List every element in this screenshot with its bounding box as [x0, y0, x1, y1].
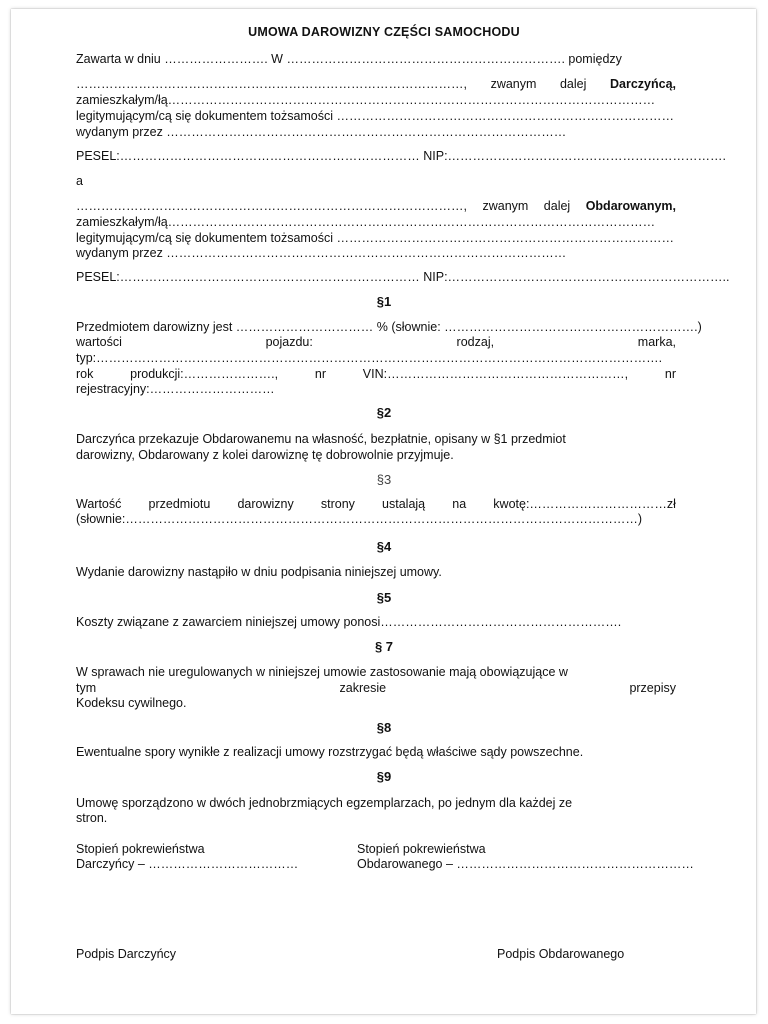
recipient-name-blank: …………………………………………………………………………………, — [76, 199, 467, 213]
document-title: UMOWA DAROWIZNY CZĘŚCI SAMOCHODU — [248, 25, 520, 39]
donor-name-line — [76, 77, 676, 92]
donor-name-blank: …………………………………………………………………………………, — [76, 77, 467, 91]
called-word: zwanym — [490, 77, 537, 91]
recipient-id-line: legitymującym/cą się dokumentem tożsamości ……………………………………………………………………… — [76, 231, 675, 245]
s7-word: przepisy — [629, 681, 676, 695]
donor-issued-line: wydanym przez …………………………………………………………………………………… — [76, 125, 567, 139]
s3-word: przedmiotu — [148, 497, 211, 511]
kinship-right-value: Obdarowanego – ………………………………………………… — [357, 857, 694, 871]
s3-word: na — [452, 497, 467, 511]
s7-word: tym — [76, 681, 97, 695]
section-9-heading: §9 — [376, 769, 392, 784]
kinship-left-label: Stopień pokrewieństwa — [76, 842, 205, 856]
s1-word: wartości — [76, 335, 122, 349]
section-7-heading: § 7 — [374, 639, 394, 654]
kinship-left-value: Darczyńcy – ……………………………… — [76, 857, 299, 871]
recipient-address-line: zamieszkałym/łą……………………………………………………………………………………………………… — [76, 215, 656, 229]
s1-word: nr — [664, 367, 676, 381]
donor-role: Darczyńcą, — [609, 77, 676, 91]
s1-word: marka, — [637, 335, 676, 349]
donor-address-line: zamieszkałym/łą……………………………………………………………………………………………………… — [76, 93, 656, 107]
s1-vehicle-line — [76, 335, 676, 350]
recipient-issued-line: wydanym przez …………………………………………………………………………………… — [76, 246, 567, 260]
s9-line-1: Umowę sporządzono w dwóch jednobrzmiących egzemplarzach, po jednym dla każdej ze — [76, 796, 573, 810]
recipient-role: Obdarowanym, — [585, 199, 676, 213]
donor-pesel-nip-line: PESEL:……………………………………………………………… NIP:…………………………………………………………. — [76, 149, 727, 163]
s3-word: darowizny — [237, 497, 294, 511]
donor-signature-label: Podpis Darczyńcy — [76, 947, 177, 961]
section-3-heading: §3 — [376, 472, 392, 487]
s1-word: nr — [314, 367, 327, 381]
s5-line-1: Koszty związane z zawarciem niniejszej umowy ponosi…………………………………………………. — [76, 615, 622, 629]
s4-line-1: Wydanie darowizny nastąpiło w dniu podpisania niniejszej umowy. — [76, 565, 442, 579]
s3-word: kwotę:……………………………zł — [493, 497, 676, 511]
further-word: dalej — [559, 77, 587, 91]
s1-year-vin-line — [76, 367, 676, 382]
s3-in-words-line: (słownie:……………………………………………………………………………………………………………) — [76, 512, 642, 526]
recipient-name-line — [76, 199, 676, 214]
s3-word: strony — [320, 497, 355, 511]
section-2-heading: §2 — [376, 405, 392, 420]
s3-value-line — [76, 497, 676, 512]
recipient-signature-label: Podpis Obdarowanego — [497, 947, 625, 961]
s7-word: zakresie — [339, 681, 387, 695]
s2-line-2: darowizny, Obdarowany z kolei darowiznę tę dobrowolnie przyjmuje. — [76, 448, 454, 462]
kinship-right-label: Stopień pokrewieństwa — [357, 842, 486, 856]
section-1-heading: §1 — [376, 294, 392, 309]
s7-line-1: W sprawach nie uregulowanych w niniejszej umowie zastosowanie mają obowiązujące w — [76, 665, 568, 679]
s2-line-1: Darczyńca przekazuje Obdarowanemu na własność, bezpłatnie, opisany w §1 przedmiot — [76, 432, 566, 446]
s1-word: rodzaj, — [456, 335, 495, 349]
called-word: zwanym — [482, 199, 529, 213]
s1-word: pojazdu: — [265, 335, 313, 349]
recipient-pesel-nip-line: PESEL:……………………………………………………………… NIP:………………………………………………………….. — [76, 270, 730, 284]
s9-line-2: stron. — [76, 811, 108, 825]
s1-type-line: typ:………………………………………………………………………………………………………………………. — [76, 351, 663, 365]
section-5-heading: §5 — [376, 590, 392, 605]
s7-line-2 — [76, 681, 676, 696]
donor-id-line: legitymującym/cą się dokumentem tożsamości ……………………………………………………………………… — [76, 109, 675, 123]
section-8-heading: §8 — [376, 720, 392, 735]
s1-registration-line: rejestracyjny:………………………… — [76, 382, 275, 396]
s1-word: VIN:…………………………………………………, — [362, 367, 629, 381]
and-conjunction: a — [76, 174, 83, 188]
s1-word: rok — [76, 367, 94, 381]
s7-line-3: Kodeksu cywilnego. — [76, 696, 187, 710]
s1-subject-line: Przedmiotem darowizny jest …………………………… % (słownie: …………………………………………………….) — [76, 320, 702, 334]
further-word: dalej — [543, 199, 571, 213]
s3-word: ustalają — [382, 497, 426, 511]
s3-word: Wartość — [76, 497, 122, 511]
s8-line-1: Ewentualne spory wynikłe z realizacji umowy rozstrzygać będą właściwe sądy powszechne. — [76, 745, 584, 759]
section-4-heading: §4 — [376, 539, 392, 554]
contract-date-line: Zawarta w dniu ……………………. W …………………………………………………………. pomiędzy — [76, 52, 622, 66]
s1-word: produkcji:…………………., — [130, 367, 279, 381]
